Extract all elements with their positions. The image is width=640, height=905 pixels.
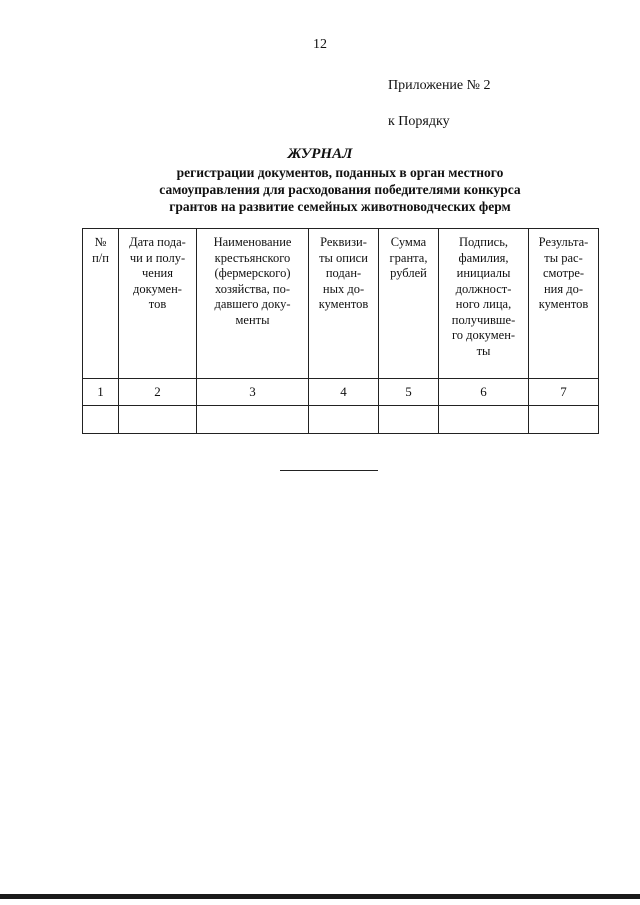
header-line: №	[94, 235, 107, 249]
column-number-row	[83, 379, 599, 406]
header-line: го докумен-	[451, 328, 516, 342]
table-cell	[439, 406, 529, 434]
appendix-title: Приложение № 2	[388, 78, 491, 93]
header-line: Наименование	[213, 235, 292, 249]
subtitle-line-1: регистрации документов, поданных в орган местного	[176, 165, 504, 180]
column-number: 4	[309, 379, 379, 406]
header-line: фамилия,	[458, 250, 509, 265]
column-number: 1	[83, 379, 119, 406]
header-line: должност-	[455, 281, 512, 296]
journal-subtitle	[90, 164, 590, 215]
header-official-signature	[439, 229, 529, 379]
header-line: ты рас-	[544, 250, 583, 265]
appendix-reference: к Порядку	[388, 114, 450, 129]
column-number: 7	[529, 379, 599, 406]
page-number: 12	[313, 37, 327, 52]
header-line: Подпись,	[458, 235, 509, 249]
header-line: докумен-	[133, 281, 182, 296]
header-line: ты описи	[319, 250, 368, 265]
header-farm-name	[197, 229, 309, 379]
header-line: (фермерского)	[214, 266, 291, 280]
table-cell	[529, 406, 599, 434]
table-cell	[379, 406, 439, 434]
header-submission-date	[119, 229, 197, 379]
column-number: 5	[379, 379, 439, 406]
header-line: п/п	[92, 250, 109, 265]
header-line: ного лица,	[455, 297, 512, 311]
header-grant-amount	[379, 229, 439, 379]
header-line: подан-	[325, 266, 362, 280]
header-line: Реквизи-	[320, 235, 367, 249]
header-line: хозяйства, по-	[214, 281, 291, 296]
table-cell	[197, 406, 309, 434]
subtitle-line-2: самоуправления для расходования победителями конкурса	[159, 182, 521, 197]
header-inventory-details	[309, 229, 379, 379]
header-line: Дата пода-	[129, 235, 186, 249]
header-line: Сумма	[390, 235, 427, 249]
column-number: 2	[119, 379, 197, 406]
header-line: кументов	[318, 297, 369, 311]
table-header-row	[83, 229, 599, 379]
table-cell	[119, 406, 197, 434]
header-review-results	[529, 229, 599, 379]
table-cell	[309, 406, 379, 434]
scan-bottom-edge	[0, 894, 640, 899]
separator-line	[280, 470, 378, 471]
header-line: ния до-	[543, 281, 584, 296]
header-line: давшего доку-	[214, 297, 291, 311]
header-line: чения	[142, 266, 173, 280]
column-number: 3	[197, 379, 309, 406]
header-line: рублей	[390, 266, 427, 280]
journal-title: ЖУРНАЛ	[287, 146, 353, 162]
header-line: гранта,	[389, 250, 428, 265]
header-line: инициалы	[456, 266, 511, 280]
header-line: менты	[235, 312, 270, 327]
header-line: тов	[148, 297, 167, 311]
header-line: чи и полу-	[129, 250, 186, 265]
table-cell	[83, 406, 119, 434]
header-line: получивше-	[451, 312, 516, 327]
column-number: 6	[439, 379, 529, 406]
header-line: смотре-	[542, 266, 585, 280]
header-line: ты	[476, 343, 491, 358]
header-number	[83, 229, 119, 379]
header-line: ных до-	[322, 281, 365, 296]
registration-table	[82, 228, 599, 434]
subtitle-line-3: грантов на развитие семейных животноводческих ферм	[169, 199, 511, 214]
header-line: крестьянского	[214, 250, 291, 265]
table-row	[83, 406, 599, 434]
header-line: Результа-	[538, 235, 589, 249]
header-line: кументов	[538, 297, 589, 311]
